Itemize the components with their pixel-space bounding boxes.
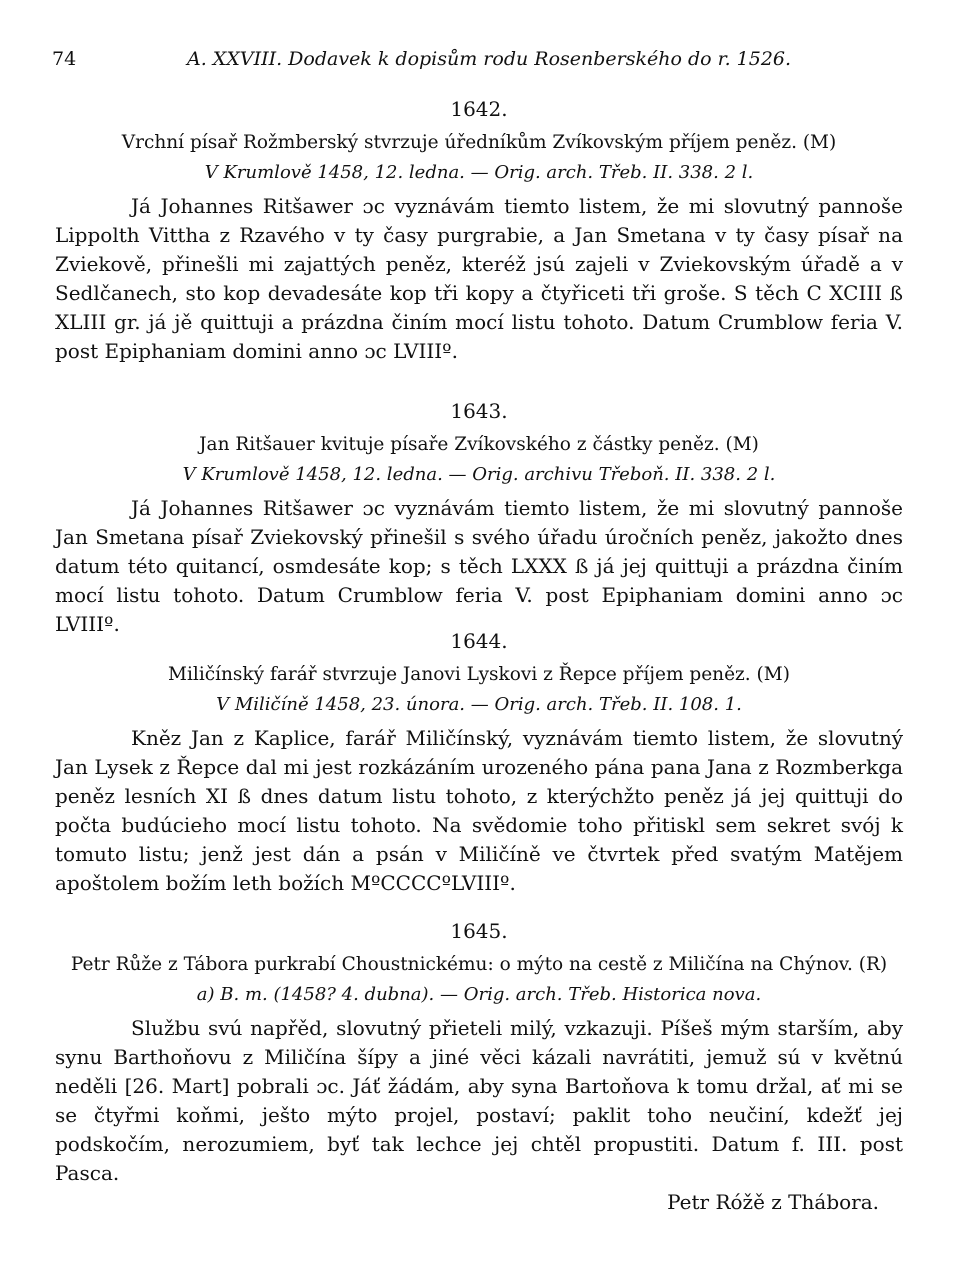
entry-body: Službu svú napřěd, slovutný přieteli milý, vzkazuji. Píšeš mým starším, aby synu Barthoňovu z Miličína šípy a jiné věci kázali navrátiti, jemuž sú v květnú neděli [26. Mart] pobrali ɔc. Jáť žádám, aby syna Bartoňova k tomu držal, ať mi se se čtyřmi koňmi, ješto mýto projel, postaví; paklit toho neučiní, kdežť jej podskočím, nerozumiem, byť tak lechce jej chtěl propustiti. Datum f. III. post Pasca. [55,1016,903,1185]
entry-body: Já Johannes Ritšawer ɔc vyznávám tiemto listem, že mi slovutný pannoše Lippolth Vittha z Rzavého v ty časy purgrabie, a Jan Smetana v ty časy písař na Zviekově, přinešli mi zajattých peněz, kteréž jsú zajeli v Zviekovským úřadě a v Sedlčanech, sto kop devadesáte kop tři kopy a čtyřiceti tři groše. S těch C XCIII ß XLIII gr. já jě quittuji a prázdna činím mocí listu tohoto. Datum Crumblow feria V. post Epiphaniam domini anno ɔc LVIIIº. [55,194,903,363]
running-head-title: A. XXVIII. Dodavek k dopisům rodu Rosenberského do r. 1526. [187,48,792,70]
entry-heading: Vrchní písař Rožmberský stvrzuje úředníkům Zvíkovským příjem peněz. (M) [121,132,837,153]
entry-source: V Krumlově 1458, 12. ledna. — Orig. arch. Třeb. II. 338. 2 l. [204,162,754,183]
entry-1643 [55,398,903,639]
entry-source: V Krumlově 1458, 12. ledna. — Orig. archivu Třeboň. II. 338. 2 l. [182,464,776,485]
entry-signature: Petr Róžě z Thábora. [667,1190,879,1214]
entry-number: 1643. [450,399,508,423]
entry-heading: Jan Ritšauer kvituje písaře Zvíkovského z částky peněz. (M) [199,434,759,455]
entry-body: Kněz Jan z Kaplice, farář Miličínský, vyznávám tiemto listem, že slovutný Jan Lysek z Řepce dal mi jest rozkázáním urozeného pána pana Jana z Rozmberkga peněz lesních XI ß dnes datum listu tohoto, z kterýchžto peněz já jej quittuji do počta budúcieho mocí listu tohoto. Na svědomie toho přitiskl sem sekret svój k tomuto listu; jenž jest dán a psán v Miličíně ve čtvrtek před svatým Matějem apoštolem božím leth božích MºCCCCºLVIIIº. [55,726,903,895]
entry-1644 [55,628,903,898]
entry-number: 1642. [450,97,508,121]
entry-heading: Miličínský farář stvrzuje Janovi Lyskovi z Řepce příjem peněz. (M) [168,664,790,685]
entry-heading: Petr Růže z Tábora purkrabí Choustnickému: o mýto na cestě z Miličína na Chýnov. (R) [70,954,888,975]
entry-number: 1645. [450,919,508,943]
running-head [52,48,912,76]
page-number: 74 [52,48,77,70]
entry-number: 1644. [450,629,508,653]
entry-body: Já Johannes Ritšawer ɔc vyznávám tiemto listem, že mi slovutný pannoše Jan Smetana písař Zviekovský přinešil s svého úřadu úročních peněz, jakožto dnes datum této quitancí, osmdesáte kop; s těch LXXX ß já jej quittuji a prázdna činím mocí listu tohoto. Datum Crumblow feria V. post Epiphaniam domini anno ɔc LVIIIº. [55,496,903,636]
entry-1642 [55,96,903,366]
entry-source: a) B. m. (1458? 4. dubna). — Orig. arch. Třeb. Historica nova. [196,984,762,1005]
entry-source: V Miličíně 1458, 23. února. — Orig. arch. Třeb. II. 108. 1. [216,694,742,715]
entry-1645 [55,918,903,1217]
